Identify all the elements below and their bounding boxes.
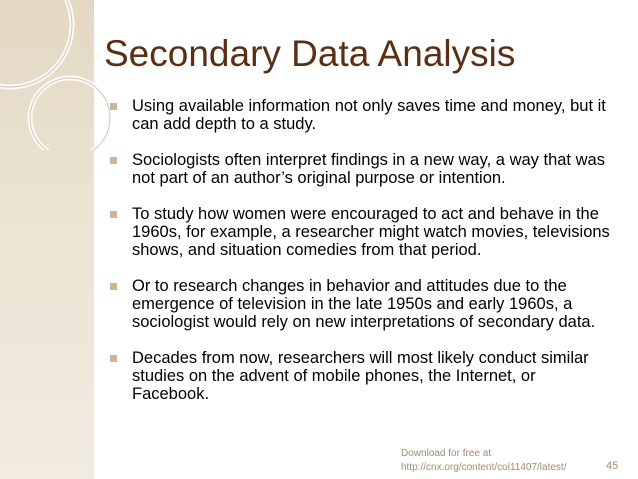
bullet-item — [110, 277, 615, 331]
square-bullet-icon — [110, 211, 117, 218]
bullet-item — [110, 205, 615, 259]
download-link[interactable]: http://cnx.org/content/col11407/latest/ — [401, 462, 567, 473]
square-bullet-icon — [110, 355, 117, 362]
bullet-text: Or to research changes in behavior and attitudes due to the emergence of television in the late 1950s and early 1960s, a sociologist would rely on new interpretations of secondary data. — [132, 277, 596, 331]
slide-title: Secondary Data Analysis — [104, 33, 516, 74]
bullet-text: Sociologists often interpret findings in a new way, a way that was not part of an author’s original purpose or intention. — [132, 151, 605, 187]
square-bullet-icon — [110, 283, 117, 290]
bullet-list — [110, 97, 615, 421]
bullet-text: Using available information not only saves time and money, but it can add depth to a study. — [132, 97, 606, 133]
bullet-text: To study how women were encouraged to act and behave in the 1960s, for example, a researcher might watch movies, televisions shows, and situation comedies from that period. — [132, 205, 610, 259]
download-note — [401, 447, 566, 475]
square-bullet-icon — [110, 103, 117, 110]
page-number: 45 — [606, 460, 619, 472]
bullet-item — [110, 151, 615, 187]
download-note-line1: Download for free at — [401, 448, 492, 459]
bullet-item — [110, 97, 615, 133]
bullet-text: Decades from now, researchers will most likely conduct similar studies on the advent of mobile phones, the Internet, or Facebook. — [132, 349, 589, 403]
square-bullet-icon — [110, 157, 117, 164]
bullet-item — [110, 349, 615, 403]
